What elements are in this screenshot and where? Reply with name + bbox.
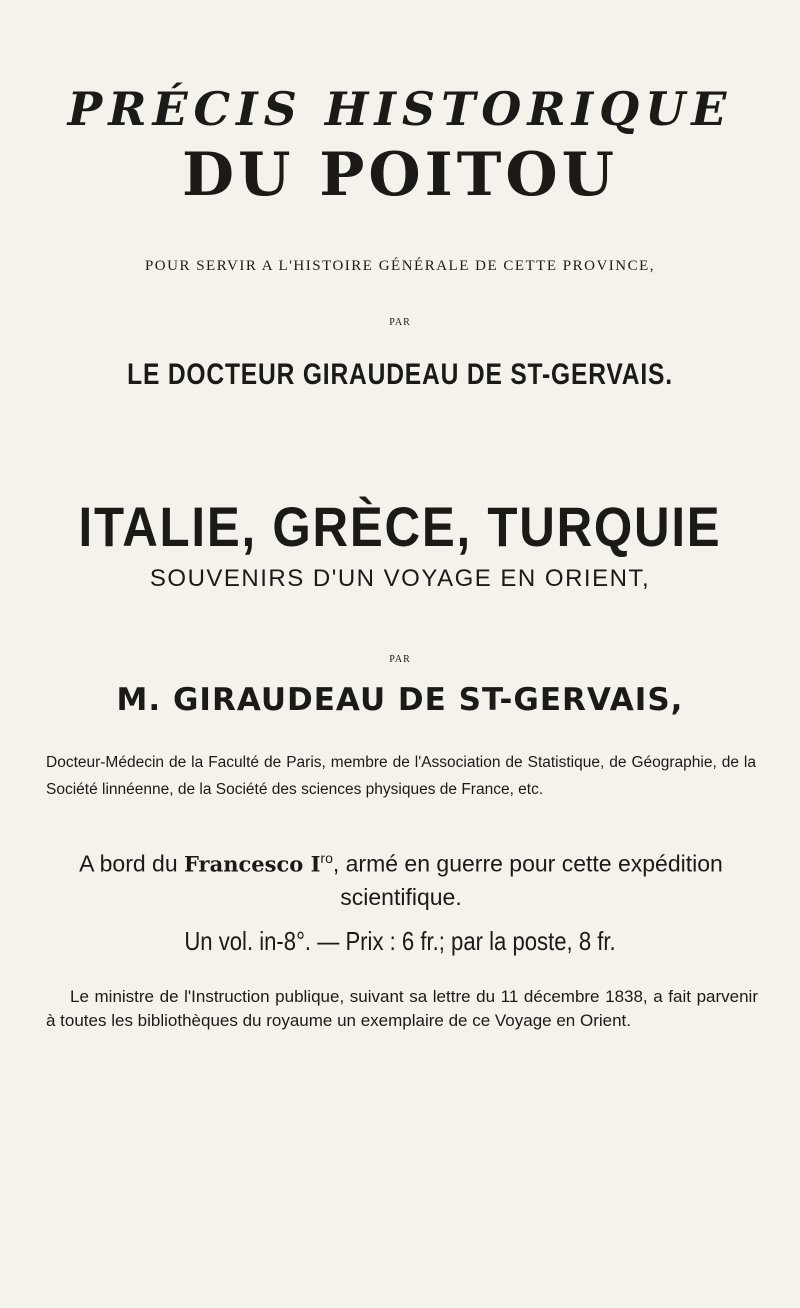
ship-name: Francesco I xyxy=(184,851,321,877)
poitou-title: DU POITOU xyxy=(182,140,618,210)
precis-heading: PRÉCIS HISTORIQUE xyxy=(67,82,733,136)
poitou-subtitle: POUR SERVIR A L'HISTOIRE GÉNÉRALE DE CETTE PROVINCE, xyxy=(144,258,656,274)
minister-note xyxy=(46,985,758,1033)
ship-line xyxy=(46,842,756,914)
poitou-author: LE DOCTEUR GIRAUDEAU DE ST-GERVAIS. xyxy=(127,358,673,391)
book-title: ITALIE, GRÈCE, TURQUIE xyxy=(78,495,722,558)
book-subtitle: SOUVENIRS D'UN VOYAGE EN ORIENT, xyxy=(149,565,651,592)
bord-prefix: A bord du xyxy=(79,850,178,877)
bord-rest: , armé en guerre pour cette expédition scientifique. xyxy=(332,850,723,910)
author-description: Docteur-Médecin de la Faculté de Paris, membre de l'Association de Statistique, de Géographie, de la Société linnéenne, de la Société des sciences physiques de France, etc. xyxy=(46,754,756,798)
minister-note-text: Le ministre de l'Instruction publique, suivant sa lettre du 11 décembre 1838, a fait parvenir à toutes les bibliothèques du royaume un exemplaire de ce Voyage en Orient. xyxy=(46,987,758,1030)
par-label-1: PAR xyxy=(389,317,411,328)
book-author: M. GIRAUDEAU DE ST-GERVAIS, xyxy=(116,682,684,718)
par-label-2: PAR xyxy=(389,654,411,665)
volume-price: Un vol. in-8°. — Prix : 6 fr.; par la poste, 8 fr. xyxy=(184,926,616,956)
ship-suffix: ro xyxy=(320,850,333,866)
